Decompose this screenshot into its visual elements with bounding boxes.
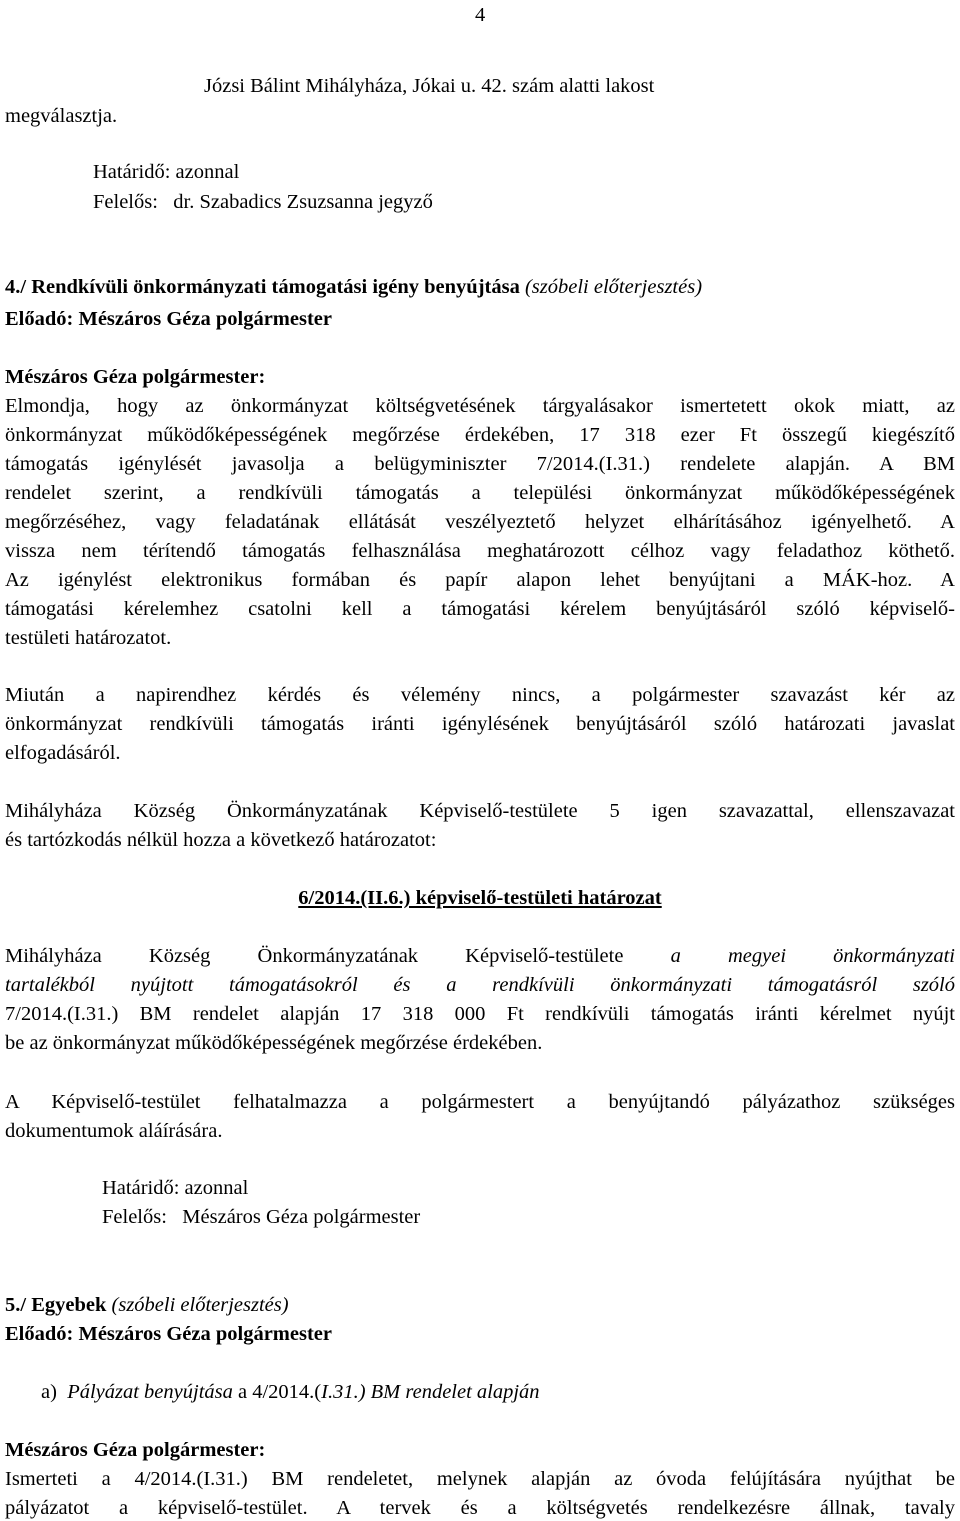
item-4-title [5,275,702,299]
item-5-presenter: Előadó: Mészáros Géza polgármester [5,1323,332,1345]
para2-last-line: elfogadásáról. [5,742,121,764]
page-number: 4 [475,4,486,26]
resolution-line-4: be az önkormányzat működőképességének megőrzése érdekében. [5,1032,543,1054]
item-4-speaker: Mészáros Géza polgármester: [5,366,266,388]
deadline-1: Határidő: azonnal [93,161,240,183]
deadline-2: Határidő: azonnal [102,1177,249,1199]
responsible-2: Felelős: Mészáros Géza polgármester [102,1206,421,1228]
item-5-number: 5./ [5,1294,27,1316]
item-5-title [5,1293,289,1317]
item-4-number: 4./ [5,276,27,298]
resolution-decree-title: a megyei önkormányzati [670,945,955,967]
para1-line: megőrzéséhez, vagy feladatának ellátását veszélyeztető helyzet elhárításához igényelhető. A [5,511,955,533]
item-4-title-note: (szóbeli előterjesztés) [524,276,703,298]
para3-last-line: és tartózkodás nélkül hozza a következő határozatot: [5,829,437,851]
item-5-sub-a [41,1380,540,1404]
item-5-speaker: Mészáros Géza polgármester: [5,1439,266,1461]
elects-text: megválasztja. [5,105,118,127]
resolution-line-2: tartalékból nyújtott támogatásokról és a rendkívüli önkormányzati támogatásról szóló [5,974,955,996]
authorization-line-1: A Képviselő-testület felhatalmazza a polgármestert a benyújtandó pályázathoz szükséges [5,1091,955,1113]
para1-line: Az igénylést elektronikus formában és papír alapon lehet benyújtani a MÁK-hoz. A [5,569,955,591]
item-4-title-text: Rendkívüli önkormányzati támogatási igény benyújtása [31,276,520,298]
resolution-line-1 [5,944,955,968]
para1-line: vissza nem térítendő támogatás felhasználása meghatározott célhoz vagy feladathoz köthető. [5,540,955,562]
sub-a-title: Pályázat benyújtása [67,1381,233,1403]
item-4-presenter: Előadó: Mészáros Géza polgármester [5,308,332,330]
item-5-title-text: Egyebek [31,1294,107,1316]
resolution-body: Mihályháza Község Önkormányzatának Képviselő-testülete [5,945,624,967]
item-5-para-line-1: Ismerteti a 4/2014.(I.31.) BM rendeletet, melynek alapján az óvoda felújítására nyújthat be [5,1468,955,1490]
responsible-1: Felelős: dr. Szabadics Zsuzsanna jegyző [93,191,433,213]
para1-line: támogatás igénylését javasolja a belügyminiszter 7/2014.(I.31.) rendelete alapján. A BM [5,453,955,475]
item-5-para-line-2: pályázatot a képviselő-testület. A tervek és a költségvetés rendelkezésre állnak, tavaly [5,1497,955,1519]
para1-line: önkormányzat működőképességének megőrzése érdekében, 17 318 ezer Ft összegű kiegészítő [5,424,955,446]
authorization-line-2: dokumentumok aláírására. [5,1120,223,1142]
para1-line: támogatási kérelemhez csatolni kell a támogatási kérelem benyújtásáról szóló képviselő- [5,598,955,620]
para2-line: önkormányzat rendkívüli támogatás iránti igénylésének benyújtásáról szóló határozati javaslat [5,713,955,735]
para1-line: rendelet szerint, a rendkívüli támogatás a települési önkormányzat működőképességének [5,482,955,504]
resolution-title: 6/2014.(II.6.) képviselő-testületi határozat [298,887,662,909]
para1-last-line: testületi határozatot. [5,627,172,649]
sub-a-decree: a 4/2014.( [238,1381,322,1403]
sub-a-decree-rest: I.31.) BM rendelet alapján [321,1381,540,1403]
item-5-title-note: (szóbeli előterjesztés) [111,1294,289,1316]
elected-person-line: Józsi Bálint Mihályháza, Jókai u. 42. szám alatti lakost [204,75,655,97]
para1-line: Elmondja, hogy az önkormányzat költségvetésének tárgyalásakor ismertetett okok miatt, az [5,395,955,417]
para2-line: Miután a napirendhez kérdés és vélemény nincs, a polgármester szavazást kér az [5,684,955,706]
resolution-line-3: 7/2014.(I.31.) BM rendelet alapján 17 318 000 Ft rendkívüli támogatás iránti kérelmet nyújt [5,1003,955,1025]
sub-a-label: a) [41,1381,57,1403]
para3-line: Mihályháza Község Önkormányzatának Képviselő-testülete 5 igen szavazattal, ellenszavazat [5,800,955,822]
